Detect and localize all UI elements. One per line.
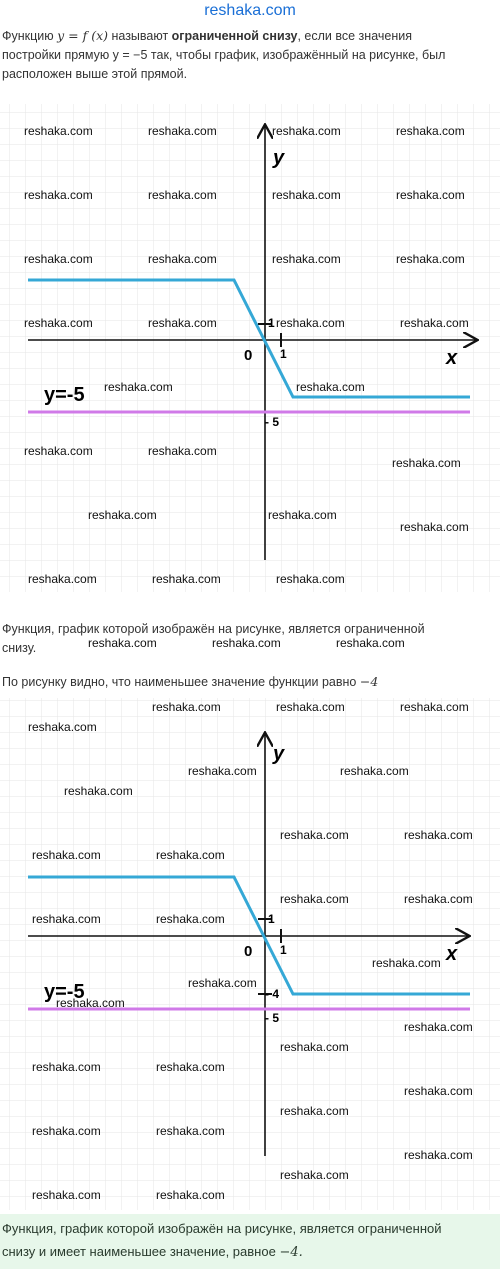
watermark: reshaka.com	[104, 380, 173, 394]
watermark: reshaka.com	[296, 380, 365, 394]
watermark: reshaka.com	[396, 252, 465, 266]
watermark: reshaka.com	[64, 784, 133, 798]
watermark: reshaka.com	[280, 828, 349, 842]
watermark: reshaka.com	[24, 252, 93, 266]
answer-box	[0, 1214, 500, 1269]
watermark: reshaka.com	[280, 1040, 349, 1054]
watermark: reshaka.com	[32, 912, 101, 926]
watermark: reshaka.com	[268, 508, 337, 522]
watermark: reshaka.com	[148, 124, 217, 138]
watermark: reshaka.com	[32, 1060, 101, 1074]
x-tick-label: 1	[280, 347, 287, 361]
watermark: reshaka.com	[340, 764, 409, 778]
y-tick-label: 1	[268, 912, 275, 926]
origin-label: 0	[244, 347, 253, 364]
watermark: reshaka.com	[156, 1188, 225, 1202]
watermark: reshaka.com	[88, 508, 157, 522]
watermark: reshaka.com	[24, 124, 93, 138]
watermark: reshaka.com	[272, 124, 341, 138]
watermark: reshaka.com	[88, 636, 157, 650]
watermark: reshaka.com	[188, 764, 257, 778]
watermark: reshaka.com	[24, 316, 93, 330]
watermark: reshaka.com	[392, 456, 461, 470]
watermark: reshaka.com	[404, 828, 473, 842]
watermark: reshaka.com	[188, 976, 257, 990]
x-axis-label: x	[446, 943, 458, 965]
bound-line-label: y=-5	[44, 384, 85, 406]
watermark: reshaka.com	[156, 848, 225, 862]
watermark: reshaka.com	[148, 188, 217, 202]
watermark: reshaka.com	[400, 700, 469, 714]
watermark: reshaka.com	[56, 996, 125, 1010]
watermark: reshaka.com	[156, 1060, 225, 1074]
watermark: reshaka.com	[148, 444, 217, 458]
watermark: reshaka.com	[28, 572, 97, 586]
watermark: reshaka.com	[28, 720, 97, 734]
watermark: reshaka.com	[156, 1124, 225, 1138]
min-value-paragraph: По рисунку видно, что наименьшее значение функции равно −4	[2, 674, 379, 689]
y-tick-label: 1	[268, 316, 275, 330]
watermark: reshaka.com	[280, 1168, 349, 1182]
watermark: reshaka.com	[276, 700, 345, 714]
y-tick-minus5: - 5	[265, 1011, 280, 1025]
watermark: reshaka.com	[276, 572, 345, 586]
watermark: reshaka.com	[400, 520, 469, 534]
watermark: reshaka.com	[404, 1084, 473, 1098]
watermark: reshaka.com	[156, 912, 225, 926]
watermark: reshaka.com	[400, 316, 469, 330]
site-header[interactable]: reshaka.com	[204, 2, 296, 19]
y-axis-label: y	[273, 147, 285, 169]
watermark: reshaka.com	[24, 444, 93, 458]
graph-1	[0, 104, 500, 592]
watermark: reshaka.com	[32, 848, 101, 862]
x-tick-label: 1	[280, 943, 287, 957]
y-axis-label: y	[273, 743, 285, 765]
y-tick-minus5: - 5	[265, 415, 280, 429]
x-axis-label: x	[446, 347, 458, 369]
graph-2	[0, 698, 500, 1210]
watermark: reshaka.com	[404, 892, 473, 906]
watermark: reshaka.com	[396, 124, 465, 138]
watermark: reshaka.com	[24, 188, 93, 202]
watermark: reshaka.com	[212, 636, 281, 650]
watermark: reshaka.com	[336, 636, 405, 650]
watermark: reshaka.com	[152, 700, 221, 714]
conclusion-paragraph: Функция, график которой изображён на рисунке, является ограниченной снизу.	[2, 622, 425, 655]
origin-label: 0	[244, 943, 253, 960]
watermark: reshaka.com	[280, 1104, 349, 1118]
watermark: reshaka.com	[148, 252, 217, 266]
y-tick-minus4: - 4	[265, 987, 280, 1001]
watermark: reshaka.com	[152, 572, 221, 586]
graph-1-svg	[0, 104, 500, 592]
watermark: reshaka.com	[396, 188, 465, 202]
watermark: reshaka.com	[280, 892, 349, 906]
watermark: reshaka.com	[272, 252, 341, 266]
watermark: reshaka.com	[276, 316, 345, 330]
watermark: reshaka.com	[404, 1020, 473, 1034]
watermark: reshaka.com	[32, 1188, 101, 1202]
answer-text: Функция, график которой изображён на рисунке, является ограниченной снизу и имеет наименьшее значение, равное −4.	[2, 1221, 442, 1260]
watermark: reshaka.com	[148, 316, 217, 330]
watermark: reshaka.com	[404, 1148, 473, 1162]
watermark: reshaka.com	[372, 956, 441, 970]
watermark: reshaka.com	[272, 188, 341, 202]
bound-line-label: y=-5	[44, 981, 85, 1003]
intro-paragraph: Функцию y = f (x) называют ограниченной снизу, если все значения постройки прямую y = −5 так, чтобы график, изображённый на рисунке, был расположен выше этой прямой.	[2, 28, 446, 81]
watermark: reshaka.com	[32, 1124, 101, 1138]
